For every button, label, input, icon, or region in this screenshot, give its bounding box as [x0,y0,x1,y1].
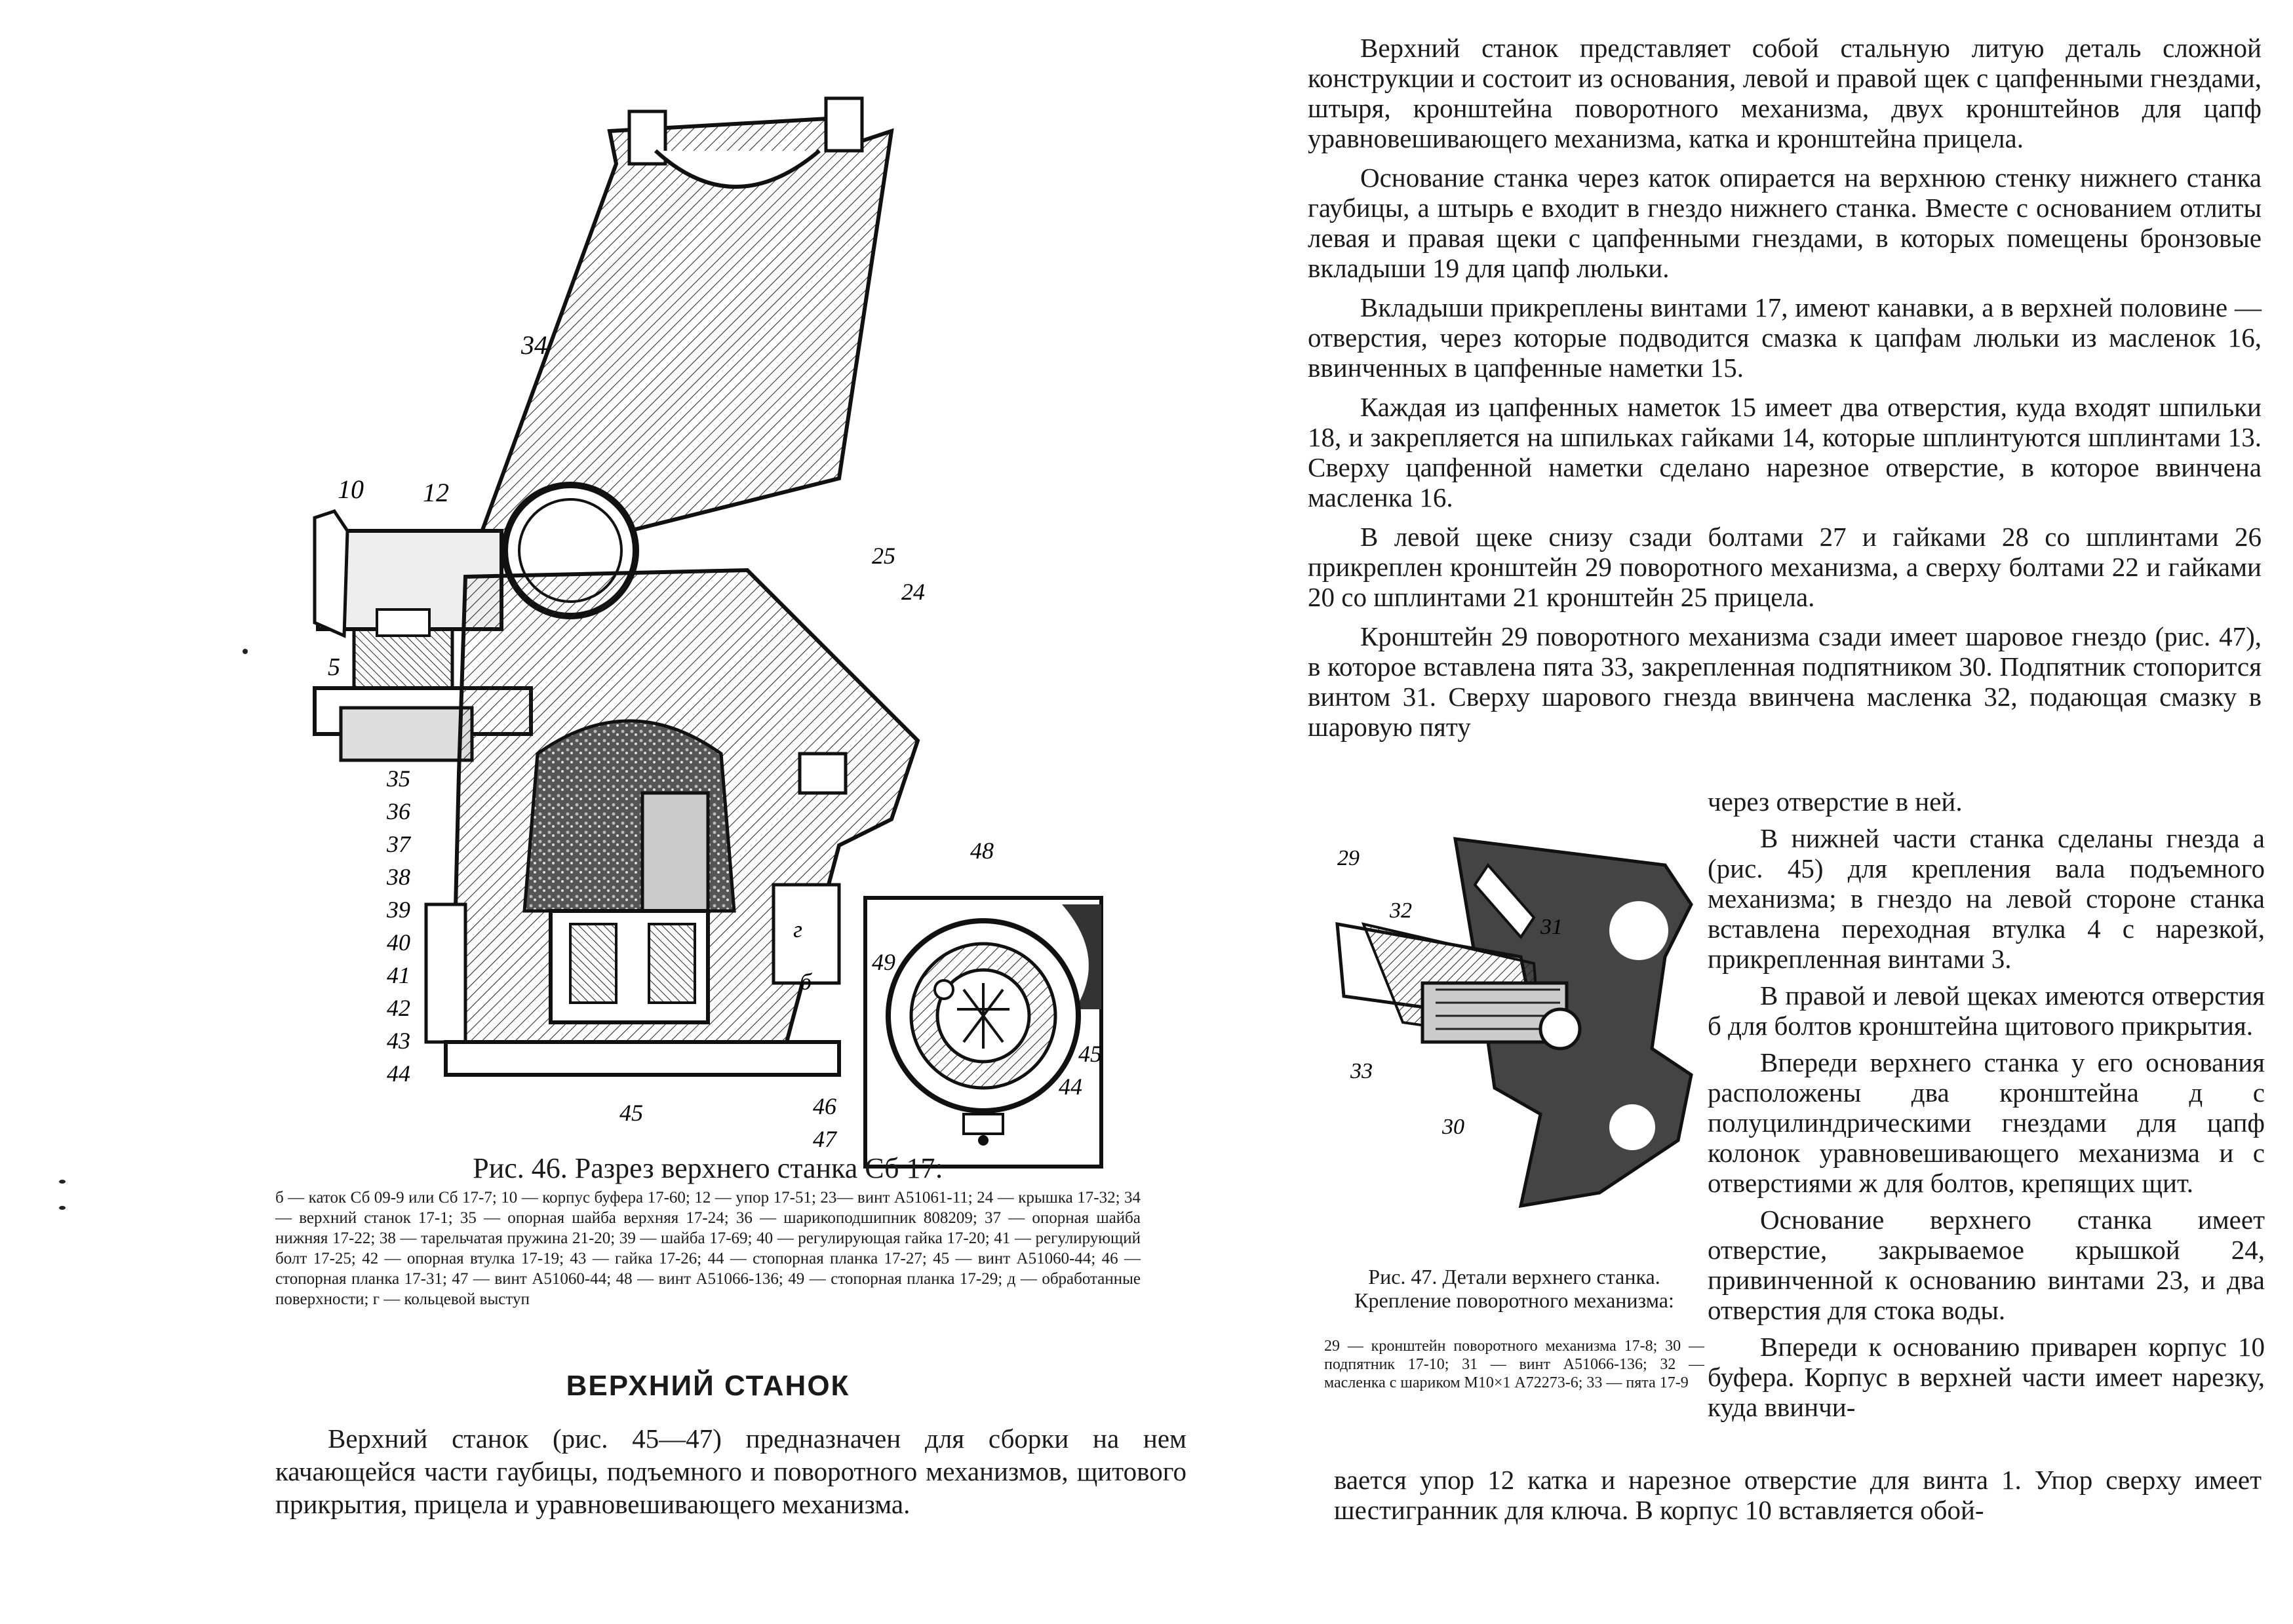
fig46-label-45: 45 [619,1100,643,1126]
scan-dot [59,1206,66,1210]
paragraph: Впереди верхнего станка у его основания расположены два кронштейна д с полуцилиндрическими гнездами для цапф колонок уравновешивающего механизма и с отверстиями ж для болтов, крепящих щит. [1708,1047,2265,1198]
fig46-label-39: 39 [387,897,410,923]
intro-paragraph-text: Верхний станок (рис. 45—47) предназначен для сборки на нем качающейся части гаубицы, подъемного и поворотного механизмов, щитового прикрытия, прицела и уравновешивающего механизма. [275,1423,1186,1519]
figure-46-caption [275,1153,1141,1186]
fig46-label-36: 36 [387,798,410,824]
fig47-label-33: 33 [1350,1059,1373,1083]
fig46-label-41: 41 [387,962,410,988]
fig46-label-49: 49 [872,949,895,975]
paragraph: В правой и левой щеках имеются отверстия б для болтов кронштейна щитового прикрытия. [1708,980,2265,1041]
paragraph: Впереди к основанию приварен корпус 10 буфера. Корпус в верхней части имеет нарезку, куда ввинчи- [1708,1332,2265,1422]
paragraph: Верхний станок представляет собой стальную литую деталь сложной конструкции и состоит из основания, левой и правой щек с цапфенными гнездами, штыря, кронштейна поворотного механизма, двух кронштейнов для цапф уравновешивающего механизма, катка и кронштейна прицела. [1308,33,2262,153]
right-page-text [1308,33,2262,742]
fig46-label-12: 12 [423,478,449,507]
figure-46-drawing [262,59,1121,1152]
paragraph: В левой щеке снизу сзади болтами 27 и гайками 28 со шплинтами 26 прикреплен кронштейн 29 поворотного механизма, а сверху болтами 22 и гайками 20 со шплинтами 21 кронштейн 25 прицела. [1308,522,2262,612]
fig46-label-40: 40 [387,929,410,956]
paragraph: Кронштейн 29 поворотного механизма сзади имеет шаровое гнездо (рис. 47), в которое вставлена пята 33, закрепленная подпятником 30. Подпятник стопорится винтом 31. Сверху шарового гнезда ввинчена масленка 32, подающая смазку в шаровую пяту [1308,621,2262,742]
paragraph: Вкладыши прикреплены винтами 17, имеют канавки, а в верхней половине — отверстия, через которые подводится смазка к цапфам люльки из масленок 16, ввинченных в цапфенные наметки 15. [1308,292,2262,383]
fig46-label-g: г [793,916,803,942]
intro-paragraph [275,1422,1186,1530]
figure-46-legend: б — каток Сб 09-9 или Сб 17-7; 10 — корпус буфера 17-60; 12 — упор 17-51; 23— винт А51061-11; 24 — крышка 17-32; 34 — верхний станок 17-1; 35 — опорная шайба верхняя 17-24; 36 — шарикоподшипник 808209; 37 — опорная шайба нижняя 17-22; 38 — тарельчатая пружина 21-20; 39 — шайба 17-69; 40 — регулирующая гайка 17-20; 41 — регулирующий болт 17-25; 42 — опорная втулка 17-19; 43 — гайка 17-26; 44 — стопорная планка 17-27; 45 — винт А51060-44; 46 — стопорная планка 17-31; 47 — винт А51060-44; 48 — винт А51066-136; 49 — стопорная планка 17-29; д — обработанные поверхности; г — кольцевой выступ [275,1189,1141,1308]
figure-47-caption: Рис. 47. Детали верхнего станка. Крепление поворотного механизма: [1354,1265,1674,1312]
fig46-label-48: 48 [970,838,994,864]
fig46-label-44b: 44 [1059,1073,1082,1100]
fig46-label-24: 24 [901,579,925,605]
fig46-label-5: 5 [328,653,340,681]
right-bottom-text [1334,1465,2262,1534]
fig46-label-46: 46 [813,1093,836,1119]
fig46-label-47: 47 [813,1126,836,1152]
fig46-label-b: б [800,969,812,995]
scan-dot [243,649,248,654]
fig46-label-34: 34 [521,330,547,360]
figure-47-legend: 29 — кронштейн поворотного механизма 17-8; 30 — подпятник 17-10; 31 — винт А51066-136; 32 — масленка с шариком М10×1 А72273-6; 33 — пята 17-9 [1324,1338,1704,1391]
fig46-label-45b: 45 [1078,1041,1102,1067]
fig47-label-30: 30 [1442,1115,1464,1139]
fig46-label-37: 37 [387,831,410,857]
fig46-label-10: 10 [338,474,364,504]
paragraph: В нижней части станка сделаны гнезда а (рис. 45) для крепления вала подъемного механизма; в гнездо на левой стороне станка вставлена переходная втулка 4 с нарезкой, прикрепленная винтами 3. [1708,823,2265,974]
scan-dot [59,1180,66,1184]
figure-46-caption-title: Рис. 46. Разрез верхнего станка Сб 17: [473,1152,943,1184]
figure-47-drawing [1324,826,1704,1206]
fig46-label-25: 25 [872,543,895,569]
fig46-label-43: 43 [387,1028,410,1054]
fig46-label-44: 44 [387,1060,410,1087]
fig46-label-42: 42 [387,995,410,1021]
paragraph: Основание станка через каток опирается на верхнюю стенку нижнего станка гаубицы, а штырь е входит в гнездо нижнего станка. Вместе с основанием отлиты левая и правая щеки с цапфенными гнездами, в которых помещены бронзовые вкладыши 19 для цапф люльки. [1308,163,2262,283]
paragraph: Основание верхнего станка имеет отверстие, закрываемое крышкой 24, привинченной к основанию винтами 23, и два отверстия для стока воды. [1708,1205,2265,1325]
fig47-label-31: 31 [1540,915,1563,939]
paragraph: Каждая из цапфенных наметок 15 имеет два отверстия, куда входят шпильки 18, и закрепляется на шпильках гайками 14, которые шплинтуются шплинтами 13. Сверху цапфенной наметки сделано нарезное отверстие, в которое ввинчена масленка 16. [1308,392,2262,512]
section-heading: ВЕРХНИЙ СТАНОК [566,1370,850,1402]
paragraph: вается упор 12 катка и нарезное отверстие для винта 1. Упор сверху имеет шестигранник для ключа. В корпус 10 вставляется обой- [1334,1465,2262,1525]
fig47-label-29: 29 [1337,846,1360,870]
fig46-label-35: 35 [387,765,410,792]
paragraph: через отверстие в ней. [1708,786,1963,817]
right-narrow-column [1708,786,2265,1429]
fig47-label-32: 32 [1390,899,1412,923]
fig46-label-38: 38 [387,864,410,890]
